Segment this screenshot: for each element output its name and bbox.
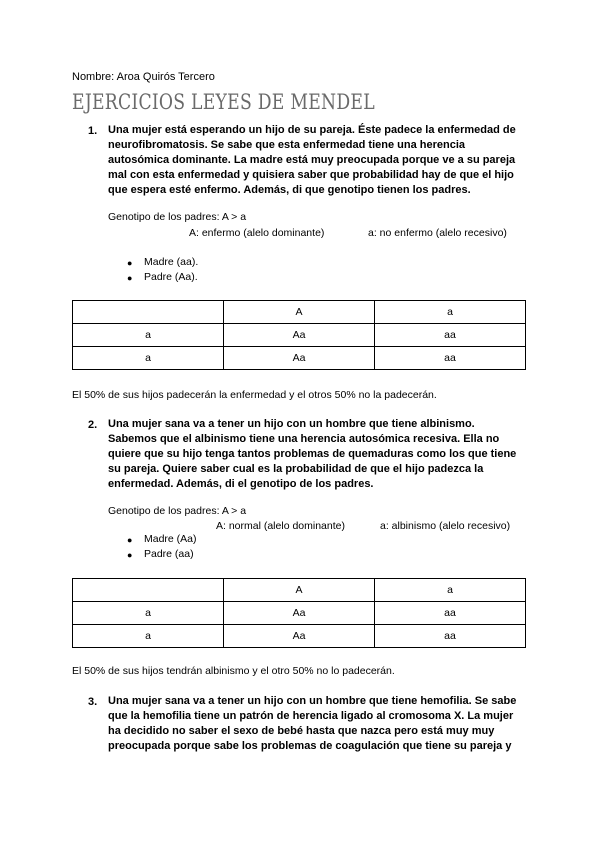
table-cell: a [73, 625, 224, 648]
table-row [73, 602, 526, 625]
table-cell: a [73, 324, 224, 347]
exercise-3-line: Una mujer sana va a tener un hijo con un hombre que tiene hemofilia. Se sabe [108, 695, 517, 707]
exercise-2-number: 2. [88, 419, 98, 431]
table-cell: Aa [224, 347, 375, 370]
table-cell: A [224, 579, 375, 602]
table-cell: a [73, 347, 224, 370]
exercise-1-statement [108, 123, 524, 198]
bullet-icon: ● [127, 258, 133, 268]
exercise-3-line: ha decidido no saber el sexo de bebé hasta que nazca pero está muy muy [108, 725, 495, 737]
table-cell: aa [375, 625, 526, 648]
table-row [73, 301, 526, 324]
exercise-2-line: Sabemos que el albinismo tiene una herencia autosómica recesiva. Ella no [108, 433, 500, 445]
table-cell: A [224, 301, 375, 324]
table-cell: Aa [224, 602, 375, 625]
exercise-1-father-genotype: Padre (Aa). [144, 271, 198, 283]
table-cell: Aa [224, 324, 375, 347]
exercise-2-line: enfermedad. Además, di el genotipo de los padres. [108, 478, 374, 490]
bullet-icon: ● [127, 535, 133, 545]
author-name: Nombre: Aroa Quirós Tercero [72, 71, 215, 83]
bullet-icon: ● [127, 550, 133, 560]
exercise-1-mother-genotype: Madre (aa). [144, 256, 199, 268]
document-title: EJERCICIOS LEYES DE MENDEL [72, 90, 375, 114]
exercise-1-line: autosómica dominante. La madre está muy preocupada porque ve a su pareja [108, 154, 516, 166]
exercise-1-genotype-label: Genotipo de los padres: A > a [108, 211, 247, 223]
bullet-icon: ● [127, 273, 133, 283]
exercise-1-punnett-table [72, 300, 526, 370]
exercise-2-conclusion: El 50% de sus hijos tendrán albinismo y el otro 50% no lo padecerán. [72, 665, 395, 677]
exercise-3-number: 3. [88, 696, 98, 708]
table-cell: aa [375, 324, 526, 347]
exercise-2-line: su pareja. Quiere saber cual es la probabilidad de que el hijo padezca la [108, 463, 484, 475]
table-cell: a [375, 579, 526, 602]
exercise-1-dominant-allele: A: enfermo (alelo dominante) [189, 227, 325, 239]
exercise-2-punnett-table [72, 578, 526, 648]
table-row [73, 579, 526, 602]
table-cell: Aa [224, 625, 375, 648]
table-cell: a [73, 602, 224, 625]
exercise-1-conclusion: El 50% de sus hijos padecerán la enfermedad y el otros 50% no la padecerán. [72, 389, 437, 401]
exercise-2-mother-genotype: Madre (Aa) [144, 533, 197, 545]
exercise-1-line: que espera esté enfermo. Además, di que genotipo tienen los padres. [108, 184, 471, 196]
exercise-2-father-genotype: Padre (aa) [144, 548, 194, 560]
exercise-1-recessive-allele: a: no enfermo (alelo recesivo) [368, 227, 507, 239]
table-cell [73, 579, 224, 602]
exercise-3-line: preocupada porque sabe los problemas de coagulación que tiene su pareja y [108, 740, 512, 752]
exercise-1-line: neurofibromatosis. Se sabe que esta enfermedad tiene una herencia [108, 139, 466, 151]
exercise-2-dominant-allele: A: normal (alelo dominante) [216, 520, 345, 532]
table-row [73, 347, 526, 370]
exercise-3-statement [108, 694, 524, 754]
exercise-1-line: mal con esta enfermedad y quisiera saber que probabilidad hay de que el hijo [108, 169, 514, 181]
exercise-2-recessive-allele: a: albinismo (alelo recesivo) [380, 520, 511, 532]
exercise-3-line: que la hemofilia tiene un patrón de herencia ligado al cromosoma X. La mujer [108, 710, 514, 722]
exercise-2-line: Una mujer sana va a tener un hijo con un hombre que tiene albinismo. [108, 418, 475, 430]
exercise-2-statement [108, 417, 524, 492]
table-row [73, 324, 526, 347]
table-cell [73, 301, 224, 324]
exercise-2-genotype-label: Genotipo de los padres: A > a [108, 505, 247, 517]
table-cell: a [375, 301, 526, 324]
exercise-2-line: quiere que su hijo tenga tantos problemas de quemaduras como los que tiene [108, 448, 517, 460]
exercise-1-line: Una mujer está esperando un hijo de su pareja. Éste padece la enfermedad de [108, 124, 516, 136]
table-cell: aa [375, 347, 526, 370]
table-cell: aa [375, 602, 526, 625]
table-row [73, 625, 526, 648]
exercise-1-number: 1. [88, 125, 98, 137]
